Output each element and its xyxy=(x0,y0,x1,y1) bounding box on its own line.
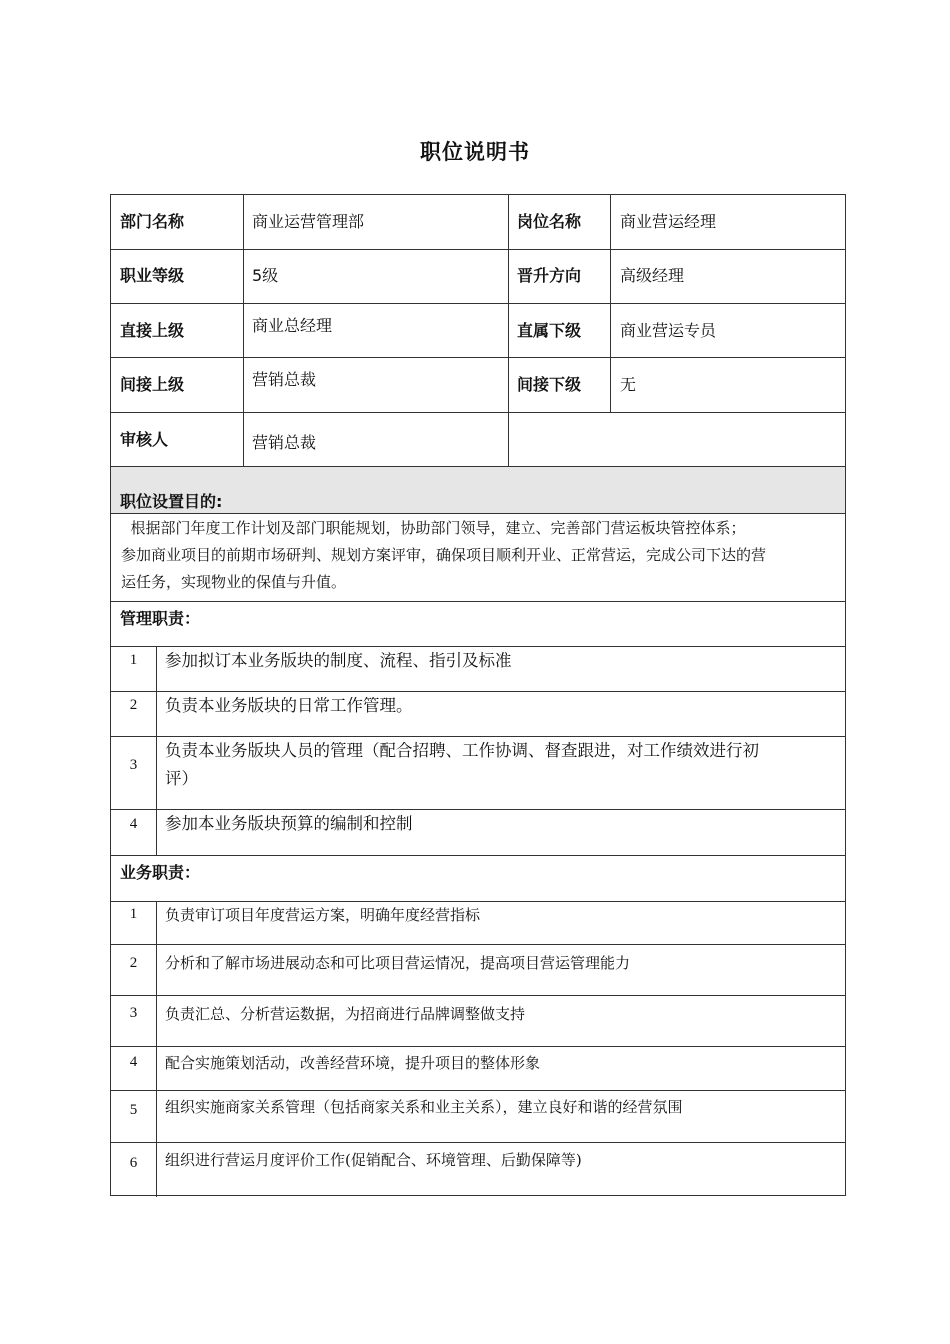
business-item-number: 4 xyxy=(129,1054,138,1070)
post-label: 岗位名称 xyxy=(517,212,582,231)
business-item-number: 2 xyxy=(129,955,138,971)
business-item-text: 组织实施商家关系管理（包括商家关系和业主关系），建立良好和谐的经营氛围 xyxy=(165,1098,683,1116)
direct-superior-value: 商业总经理 xyxy=(252,316,333,335)
management-item-number: 1 xyxy=(129,652,138,668)
grade-label: 职业等级 xyxy=(120,266,185,285)
business-item-text: 负责审订项目年度营运方案，明确年度经营指标 xyxy=(165,906,481,924)
management-header: 管理职责： xyxy=(120,609,201,628)
business-item-text: 负责汇总、分析营运数据，为招商进行品牌调整做支持 xyxy=(165,1005,526,1023)
business-header: 业务职责： xyxy=(120,863,201,882)
purpose-header: 职位设置目的: xyxy=(120,492,223,511)
direct-superior-label: 直接上级 xyxy=(120,321,185,340)
indirect-subordinate-value: 无 xyxy=(620,375,637,394)
promotion-value: 高级经理 xyxy=(620,266,685,285)
management-item-number: 2 xyxy=(129,697,138,713)
dept-value: 商业运营管理部 xyxy=(252,212,365,231)
indirect-subordinate-label: 间接下级 xyxy=(517,375,582,394)
management-item-number: 4 xyxy=(129,816,138,832)
promotion-label: 晋升方向 xyxy=(517,266,582,285)
management-item-text: 参加拟订本业务版块的制度、流程、指引及标准 xyxy=(165,651,512,670)
business-item-number: 6 xyxy=(129,1155,138,1171)
indirect-superior-label: 间接上级 xyxy=(120,375,185,394)
management-item-text: 参加本业务版块预算的编制和控制 xyxy=(165,814,413,833)
purpose-line: 根据部门年度工作计划及部门职能规划，协助部门领导，建立、完善部门营运板块管控体系； xyxy=(121,519,746,537)
reviewer-label: 审核人 xyxy=(120,430,169,449)
business-item-text: 组织进行营运月度评价工作(促销配合、环境管理、后勤保障等) xyxy=(165,1151,582,1169)
purpose-line: 参加商业项目的前期市场研判、规划方案评审，确保项目顺利开业、正常营运，完成公司下达的营 xyxy=(121,546,767,564)
direct-subordinate-value: 商业营运专员 xyxy=(620,321,717,340)
business-item-text: 分析和了解市场进展动态和可比项目营运情况，提高项目营运管理能力 xyxy=(165,954,631,972)
purpose-text xyxy=(111,515,847,596)
management-item-number: 3 xyxy=(129,757,138,773)
business-item-text: 配合实施策划活动，改善经营环境，提升项目的整体形象 xyxy=(165,1054,541,1072)
purpose-line: 运任务，实现物业的保值与升值。 xyxy=(121,573,347,591)
reviewer-value: 营销总裁 xyxy=(252,433,317,452)
management-item-line: 负责本业务版块人员的管理（配合招聘、工作协调、督查跟进，对工作绩效进行初 xyxy=(165,741,759,760)
job-description-table xyxy=(110,194,846,1196)
grade-value: 5级 xyxy=(252,266,279,285)
post-value: 商业营运经理 xyxy=(620,212,717,231)
management-item-line: 评） xyxy=(165,769,198,788)
management-item-text xyxy=(165,737,841,793)
direct-subordinate-label: 直属下级 xyxy=(517,321,582,340)
business-item-number: 3 xyxy=(129,1005,138,1021)
page-title: 职位说明书 xyxy=(420,140,530,164)
business-item-number: 5 xyxy=(129,1102,138,1118)
dept-label: 部门名称 xyxy=(120,212,185,231)
management-item-text: 负责本业务版块的日常工作管理。 xyxy=(165,696,413,715)
indirect-superior-value: 营销总裁 xyxy=(252,370,317,389)
business-item-number: 1 xyxy=(129,906,138,922)
